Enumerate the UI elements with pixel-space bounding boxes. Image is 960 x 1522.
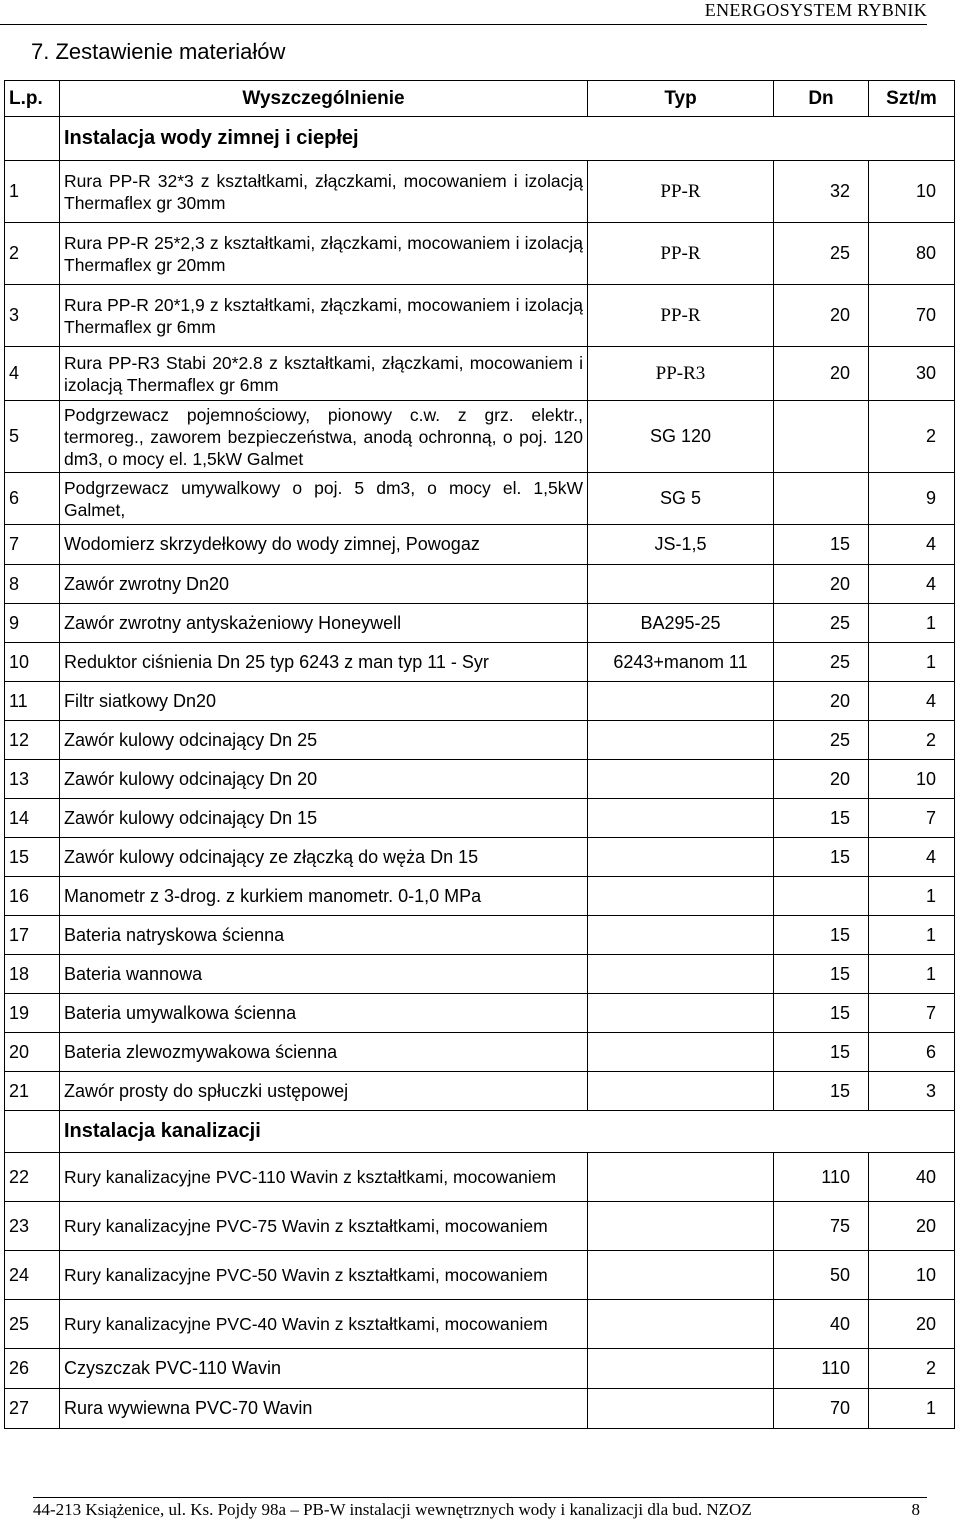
row-quantity: 80 (869, 223, 955, 285)
row-number: 17 (5, 916, 60, 955)
row-description: Rura PP-R 32*3 z kształtkami, złączkami, mocowaniem i izolacją Thermaflex gr 30mm (60, 161, 588, 223)
row-dn (774, 401, 869, 473)
row-number: 24 (5, 1251, 60, 1300)
table-row (5, 401, 955, 473)
row-quantity: 10 (869, 760, 955, 799)
row-type: PP-R (588, 223, 774, 285)
row-number: 6 (5, 473, 60, 525)
row-quantity: 2 (869, 1349, 955, 1389)
table-row (5, 1033, 955, 1072)
table-row (5, 223, 955, 285)
table-row (5, 285, 955, 347)
row-number: 2 (5, 223, 60, 285)
row-number: 12 (5, 721, 60, 760)
row-quantity: 4 (869, 565, 955, 604)
row-description: Czyszczak PVC-110 Wavin (60, 1349, 588, 1389)
table-row (5, 799, 955, 838)
row-description: Filtr siatkowy Dn20 (60, 682, 588, 721)
row-type (588, 1202, 774, 1251)
row-number: 3 (5, 285, 60, 347)
row-quantity: 3 (869, 1072, 955, 1111)
row-dn: 15 (774, 916, 869, 955)
row-number: 16 (5, 877, 60, 916)
table-row (5, 1153, 955, 1202)
row-quantity: 30 (869, 347, 955, 401)
row-type (588, 916, 774, 955)
company-header: ENERGOSYSTEM RYBNIK (704, 0, 927, 20)
row-type (588, 1349, 774, 1389)
row-type: SG 5 (588, 473, 774, 525)
table-row (5, 161, 955, 223)
group-title: Instalacja kanalizacji (60, 1111, 955, 1153)
materials-table (4, 80, 955, 1429)
group-row (5, 1111, 955, 1153)
row-description: Zawór zwrotny Dn20 (60, 565, 588, 604)
row-dn: 15 (774, 1072, 869, 1111)
table-row (5, 682, 955, 721)
row-number: 13 (5, 760, 60, 799)
group-lp-cell (5, 1111, 60, 1153)
row-type: PP-R (588, 161, 774, 223)
group-row (5, 117, 955, 161)
row-description: Rura PP-R 25*2,3 z kształtkami, złączkami, mocowaniem i izolacją Thermaflex gr 20mm (60, 223, 588, 285)
row-number: 11 (5, 682, 60, 721)
row-dn: 15 (774, 1033, 869, 1072)
row-quantity: 1 (869, 604, 955, 643)
row-description: Zawór prosty do spłuczki ustępowej (60, 1072, 588, 1111)
row-dn: 110 (774, 1153, 869, 1202)
row-number: 20 (5, 1033, 60, 1072)
row-dn: 50 (774, 1251, 869, 1300)
row-type (588, 799, 774, 838)
table-row (5, 1389, 955, 1429)
row-description: Rura PP-R 20*1,9 z kształtkami, złączkami, mocowaniem i izolacją Thermaflex gr 6mm (60, 285, 588, 347)
row-number: 4 (5, 347, 60, 401)
row-type (588, 877, 774, 916)
row-number: 10 (5, 643, 60, 682)
table-row (5, 1300, 955, 1349)
row-type (588, 1153, 774, 1202)
table-row (5, 1202, 955, 1251)
table-row (5, 643, 955, 682)
row-type (588, 1251, 774, 1300)
row-number: 5 (5, 401, 60, 473)
table-row (5, 721, 955, 760)
col-header-dn: Dn (774, 81, 869, 117)
row-description: Bateria wannowa (60, 955, 588, 994)
row-dn: 15 (774, 799, 869, 838)
footer-rule (33, 1497, 927, 1498)
row-description: Podgrzewacz umywalkowy o poj. 5 dm3, o mocy el. 1,5kW Galmet, (60, 473, 588, 525)
row-number: 25 (5, 1300, 60, 1349)
row-quantity: 10 (869, 1251, 955, 1300)
row-description: Zawór kulowy odcinający Dn 15 (60, 799, 588, 838)
row-description: Rury kanalizacyjne PVC-50 Wavin z kształtkami, mocowaniem (60, 1251, 588, 1300)
row-quantity: 10 (869, 161, 955, 223)
row-number: 23 (5, 1202, 60, 1251)
col-header-szt: Szt/m (869, 81, 955, 117)
row-number: 19 (5, 994, 60, 1033)
table-row (5, 838, 955, 877)
row-number: 15 (5, 838, 60, 877)
row-type (588, 682, 774, 721)
row-quantity: 4 (869, 838, 955, 877)
row-dn: 20 (774, 285, 869, 347)
row-description: Zawór kulowy odcinający Dn 25 (60, 721, 588, 760)
row-description: Bateria zlewozmywakowa ścienna (60, 1033, 588, 1072)
col-header-typ: Typ (588, 81, 774, 117)
row-dn: 15 (774, 838, 869, 877)
row-quantity: 7 (869, 799, 955, 838)
row-type: PP-R (588, 285, 774, 347)
row-number: 1 (5, 161, 60, 223)
table-row (5, 1072, 955, 1111)
row-dn: 20 (774, 565, 869, 604)
row-dn: 110 (774, 1349, 869, 1389)
row-dn: 75 (774, 1202, 869, 1251)
row-type: BA295-25 (588, 604, 774, 643)
row-quantity: 7 (869, 994, 955, 1033)
row-dn: 25 (774, 223, 869, 285)
row-type (588, 1300, 774, 1349)
row-description: Manometr z 3-drog. z kurkiem manometr. 0-1,0 MPa (60, 877, 588, 916)
row-type (588, 1389, 774, 1429)
row-quantity: 1 (869, 1389, 955, 1429)
row-description: Reduktor ciśnienia Dn 25 typ 6243 z man typ 11 - Syr (60, 643, 588, 682)
table-row (5, 473, 955, 525)
row-type: 6243+manom 11 (588, 643, 774, 682)
table-row (5, 994, 955, 1033)
row-dn: 20 (774, 760, 869, 799)
table-row (5, 877, 955, 916)
row-dn: 40 (774, 1300, 869, 1349)
header-rule (0, 24, 927, 25)
section-title: 7. Zestawienie materiałów (31, 39, 286, 64)
row-number: 14 (5, 799, 60, 838)
row-dn: 32 (774, 161, 869, 223)
row-number: 27 (5, 1389, 60, 1429)
row-quantity: 1 (869, 916, 955, 955)
col-header-lp: L.p. (5, 81, 60, 117)
row-dn: 15 (774, 525, 869, 565)
row-number: 18 (5, 955, 60, 994)
row-dn: 70 (774, 1389, 869, 1429)
row-type (588, 760, 774, 799)
table-row (5, 604, 955, 643)
page-number: 8 (911, 1500, 920, 1519)
row-quantity: 2 (869, 721, 955, 760)
row-quantity: 1 (869, 643, 955, 682)
row-type (588, 1033, 774, 1072)
row-description: Zawór kulowy odcinający Dn 20 (60, 760, 588, 799)
row-quantity: 6 (869, 1033, 955, 1072)
row-description: Bateria umywalkowa ścienna (60, 994, 588, 1033)
row-number: 8 (5, 565, 60, 604)
row-dn: 25 (774, 721, 869, 760)
row-dn (774, 473, 869, 525)
row-quantity: 20 (869, 1300, 955, 1349)
row-quantity: 4 (869, 682, 955, 721)
row-number: 26 (5, 1349, 60, 1389)
table-row (5, 760, 955, 799)
row-dn: 20 (774, 682, 869, 721)
table-row (5, 955, 955, 994)
row-quantity: 20 (869, 1202, 955, 1251)
col-header-desc: Wyszczególnienie (60, 81, 588, 117)
group-lp-cell (5, 117, 60, 161)
row-dn: 25 (774, 643, 869, 682)
row-description: Rura PP-R3 Stabi 20*2.8 z kształtkami, złączkami, mocowaniem i izolacją Thermaflex gr 6mm (60, 347, 588, 401)
table-row (5, 1251, 955, 1300)
row-description: Rury kanalizacyjne PVC-40 Wavin z kształtkami, mocowaniem (60, 1300, 588, 1349)
group-title: Instalacja wody zimnej i ciepłej (60, 117, 955, 161)
table-row (5, 1349, 955, 1389)
row-quantity: 9 (869, 473, 955, 525)
row-number: 9 (5, 604, 60, 643)
footer (33, 1500, 920, 1520)
row-type: SG 120 (588, 401, 774, 473)
row-number: 21 (5, 1072, 60, 1111)
table-row (5, 565, 955, 604)
row-quantity: 1 (869, 955, 955, 994)
table-header-row (5, 81, 955, 117)
row-type (588, 1072, 774, 1111)
row-description: Zawór kulowy odcinający ze złączką do węża Dn 15 (60, 838, 588, 877)
row-description: Rury kanalizacyjne PVC-75 Wavin z kształtkami, mocowaniem (60, 1202, 588, 1251)
row-number: 7 (5, 525, 60, 565)
row-dn: 15 (774, 955, 869, 994)
row-description: Wodomierz skrzydełkowy do wody zimnej, Powogaz (60, 525, 588, 565)
row-number: 22 (5, 1153, 60, 1202)
row-dn: 25 (774, 604, 869, 643)
row-type (588, 994, 774, 1033)
row-type (588, 838, 774, 877)
row-description: Rura wywiewna PVC-70 Wavin (60, 1389, 588, 1429)
row-quantity: 1 (869, 877, 955, 916)
row-dn (774, 877, 869, 916)
row-type (588, 721, 774, 760)
row-dn: 15 (774, 994, 869, 1033)
row-quantity: 2 (869, 401, 955, 473)
row-description: Podgrzewacz pojemnościowy, pionowy c.w. z grz. elektr., termoreg., zaworem bezpieczeństwa, anodą ochronną, o poj. 120 dm3, o mocy el. 1,5kW Galmet (60, 401, 588, 473)
row-quantity: 4 (869, 525, 955, 565)
row-dn: 20 (774, 347, 869, 401)
table-row (5, 525, 955, 565)
table-row (5, 347, 955, 401)
row-description: Rury kanalizacyjne PVC-110 Wavin z kształtkami, mocowaniem (60, 1153, 588, 1202)
row-quantity: 70 (869, 285, 955, 347)
row-type (588, 955, 774, 994)
footer-text: 44-213 Książenice, ul. Ks. Pojdy 98a – PB-W instalacji wewnętrznych wody i kanalizacji dla bud. NZOZ (33, 1500, 752, 1519)
row-type: JS-1,5 (588, 525, 774, 565)
row-description: Zawór zwrotny antyskażeniowy Honeywell (60, 604, 588, 643)
row-quantity: 40 (869, 1153, 955, 1202)
table-row (5, 916, 955, 955)
row-type (588, 565, 774, 604)
row-type: PP-R3 (588, 347, 774, 401)
row-description: Bateria natryskowa ścienna (60, 916, 588, 955)
